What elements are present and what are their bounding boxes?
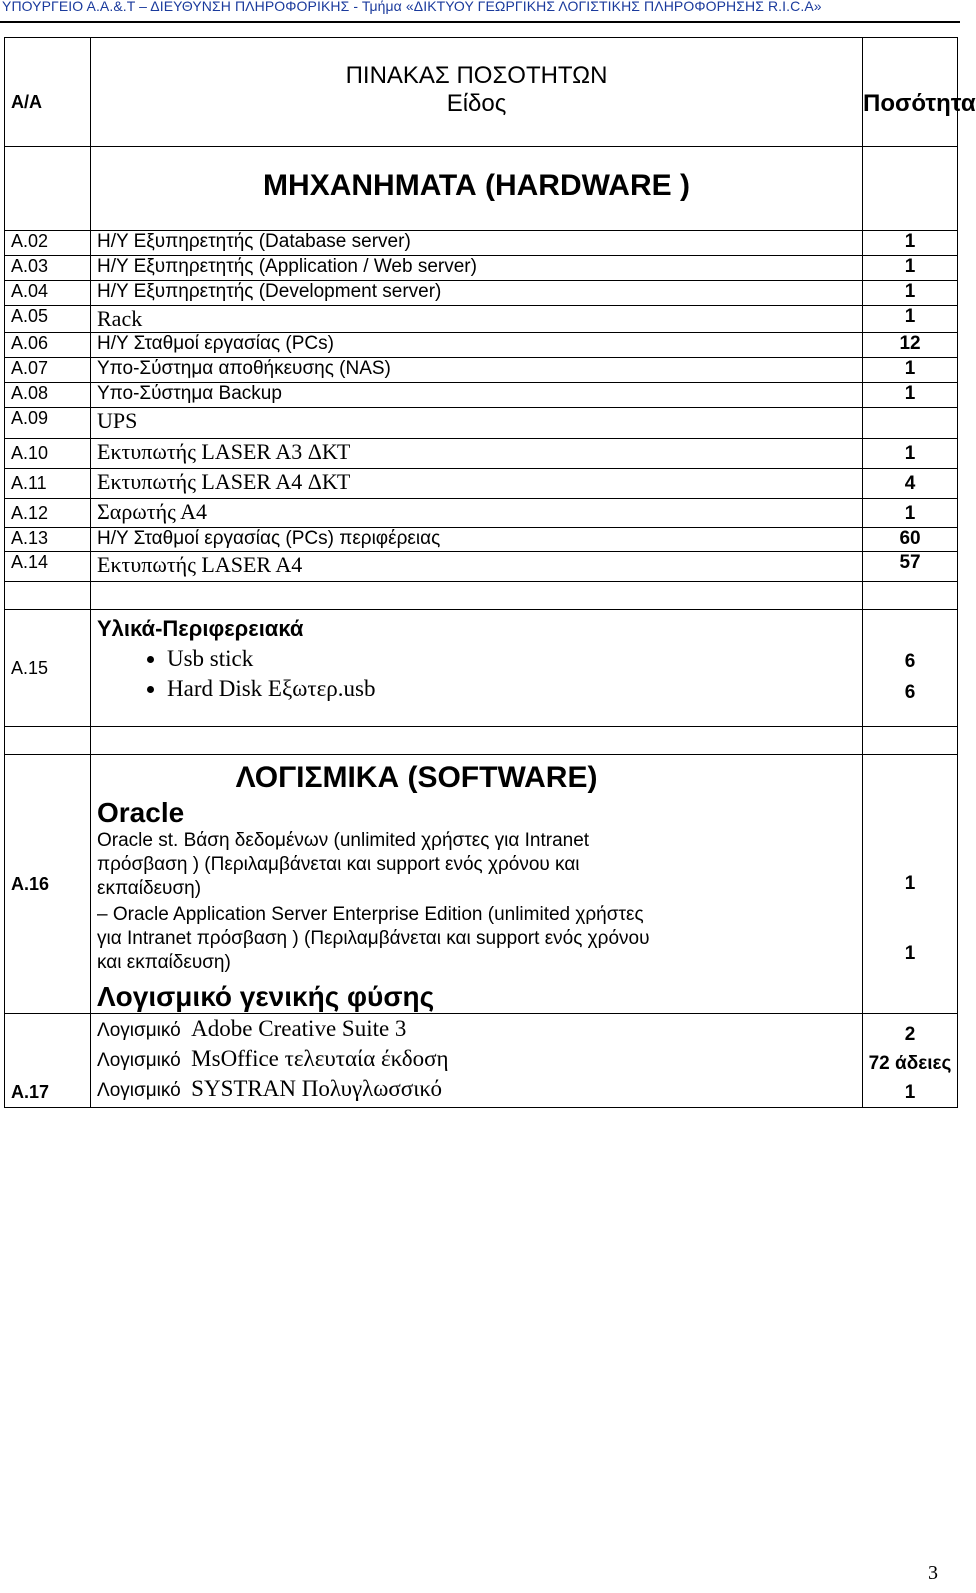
item-qty: 1 [863,256,958,281]
oracle-title: Oracle [97,797,185,828]
hardware-heading-row [5,147,958,231]
item-desc: Rack [91,306,863,333]
col-item-header [91,38,863,147]
spacer-row [5,582,958,610]
item-qty: 1 [863,439,958,469]
item-qty: 57 [863,552,958,582]
header-rule [0,21,960,23]
item-code: A.11 [5,469,91,499]
general-software-title: Λογισμικό γενικής φύσης [97,981,435,1012]
table-row [5,333,958,358]
item-qty: 1 [863,281,958,306]
table-row [5,358,958,383]
item-desc: Η/Υ Εξυπηρετητής (Database server) [91,231,863,256]
item-desc: Εκτυπωτής LASER A4 [91,552,863,582]
item-desc: Υπο-Σύστημα Backup [91,383,863,408]
item-code: A.14 [5,552,91,582]
item-qty: 12 [863,333,958,358]
item-desc: Εκτυπωτής LASER A3 ΔΚΤ [91,439,863,469]
table-row [5,256,958,281]
item-qty: 1 [904,943,916,964]
item-code: A.07 [5,358,91,383]
peripherals-qty-cell [863,610,958,727]
list-item: • Usb stick [167,646,856,672]
item-code: A.05 [5,306,91,333]
item-code: A.06 [5,333,91,358]
item-desc: Η/Υ Σταθμοί εργασίας (PCs) περιφέρειας [91,528,863,552]
item-qty: 1 [863,358,958,383]
software-heading: ΛΟΓΙΣΜΙΚΑ (SOFTWARE) [235,761,598,794]
table-row [5,528,958,552]
item-qty: 1 [863,306,958,333]
software-name: Adobe Creative Suite 3 [191,1016,407,1041]
col-code-header: Α/Α [5,38,91,147]
general-software-cell [91,1014,863,1108]
item-qty: 1 [904,1082,916,1103]
item-code: A.02 [5,231,91,256]
list-item: • Hard Disk Εξωτερ.usb [167,676,856,702]
item-desc: UPS [91,408,863,439]
item-code: A.15 [5,610,91,727]
software-name: MsOffice τελευταία έκδοση [191,1046,449,1071]
item-qty: 1 [863,499,958,528]
item-desc: Εκτυπωτής LASER A4 ΔΚΤ [91,469,863,499]
item-code: A.03 [5,256,91,281]
item-qty [863,408,958,439]
table-row [5,499,958,528]
software-qty-cell [863,755,958,1014]
table-row [5,439,958,469]
item-qty: 6 [904,651,916,672]
table-row [5,755,958,1014]
item-qty: 72 άδειες [868,1053,952,1074]
item-qty: 60 [863,528,958,552]
table-row [5,383,958,408]
col-qty-header: Ποσότητα [863,38,958,147]
software-prefix: Λογισμικό [97,1020,181,1041]
spacer-row [5,727,958,755]
table-row [5,231,958,256]
item-desc: Υπο-Σύστημα αποθήκευσης (NAS) [91,358,863,383]
item-code: A.17 [5,1014,91,1108]
item-code: A.09 [5,408,91,439]
item-desc: Η/Υ Εξυπηρετητής (Application / Web server) [91,256,863,281]
table-row [5,469,958,499]
table-row [5,408,958,439]
oracle-app-line: – Oracle Application Server Enterprise Edition (unlimited χρήστες για Intranet πρόσβαση ) (Περιλαμβάνεται και support ενός χρόνου και εκπαίδευση) [97,904,650,973]
peripherals-list [97,646,856,702]
software-prefix: Λογισμικό [97,1080,181,1101]
peripherals-title: Υλικά-Περιφερειακά [97,616,304,641]
item-code: A.16 [5,755,91,1014]
item-desc: Η/Υ Σταθμοί εργασίας (PCs) [91,333,863,358]
table-row [5,552,958,582]
quantities-table [4,37,976,1108]
item-code: A.08 [5,383,91,408]
oracle-db-line: Oracle st. Βάση δεδομένων (unlimited χρήστες για Intranet πρόσβαση ) (Περιλαμβάνεται και support ενός χρόνου και εκπαίδευση) [97,830,590,899]
item-qty: 1 [904,873,916,894]
hardware-heading: ΜΗΧΑΝΗΜΑΤΑ (HARDWARE ) [263,169,690,202]
table-row [5,610,958,727]
item-code: A.04 [5,281,91,306]
table-title: ΠΙΝΑΚΑΣ ΠΟΣΟΤΗΤΩΝ [345,62,608,89]
document-header: ΥΠΟΥΡΓΕΙΟ Α.Α.&.Τ – ΔΙΕΥΘΥΝΣΗ ΠΛΗΡΟΦΟΡΙΚΗΣ - Τμήμα «ΔΙΚΤΥΟΥ ΓΕΩΡΓΙΚΗΣ ΛΟΓΙΣΤΙΚΗΣ ΠΛΗΡΟΦΟΡΗΣΗΣ R.I.C.A» [2,0,822,14]
item-code: A.12 [5,499,91,528]
page-number: 3 [928,1562,938,1584]
software-cell [91,755,863,1014]
table-row [5,306,958,333]
item-code: A.10 [5,439,91,469]
item-qty: 1 [863,383,958,408]
col-item-label: Είδος [446,90,507,117]
table-header-row [5,38,958,147]
item-qty: 1 [863,231,958,256]
list-item [97,1076,856,1106]
general-software-qty-cell [863,1014,958,1108]
item-qty: 2 [904,1024,916,1045]
software-name: SYSTRAN Πολυγλωσσικό [191,1076,442,1101]
item-desc: Η/Υ Εξυπηρετητής (Development server) [91,281,863,306]
software-prefix: Λογισμικό [97,1050,181,1071]
peripherals-cell [91,610,863,727]
item-desc: Σαρωτής Α4 [91,499,863,528]
list-item [97,1016,856,1046]
item-qty: 6 [904,682,916,703]
item-code: A.13 [5,528,91,552]
list-item [97,1046,856,1076]
table-row [5,1014,958,1108]
item-qty: 4 [863,469,958,499]
table-row [5,281,958,306]
